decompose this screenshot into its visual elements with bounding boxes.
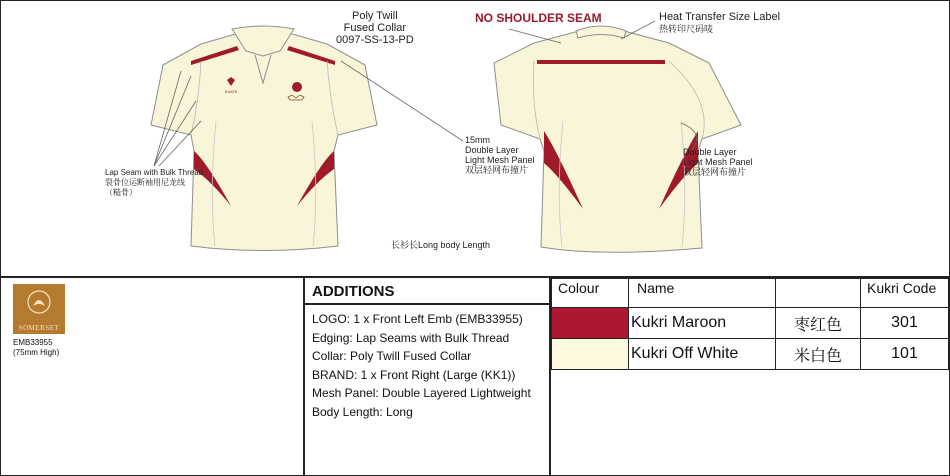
front-mesh-label-cn: 双层轻网布撞片	[465, 165, 529, 175]
addition-item: LOGO: 1 x Front Left Emb (EMB33955)	[312, 312, 523, 326]
heat-transfer-label-en: Heat Transfer Size Label	[659, 11, 781, 23]
front-shirt-body	[151, 31, 377, 251]
back-mesh-label	[683, 147, 753, 177]
colour-panel	[551, 278, 949, 475]
back-mesh-label-line-2: Light Mesh Panel	[683, 157, 753, 167]
spec-panels	[1, 278, 949, 475]
collar-spec-line-1: Poly Twill	[352, 10, 398, 22]
colour-table-header	[552, 279, 949, 308]
addition-item: Body Length: Long	[312, 404, 413, 419]
colour-swatch	[552, 339, 628, 369]
addition-item: Edging: Lap Seams with Bulk Thread	[312, 330, 510, 345]
colour-name: Kukri Maroon	[629, 308, 776, 339]
lap-seam-label-cn: 裂骨位运断袖用尼龙线	[105, 178, 185, 187]
heat-transfer-label-cn: 热转印尺码唛	[659, 24, 714, 34]
colour-name: Kukri Off White	[629, 339, 776, 370]
additions-panel	[305, 278, 551, 475]
somerset-emblem-logo	[13, 284, 65, 334]
additions-list	[312, 310, 549, 421]
front-mesh-label-size: 15mm	[465, 135, 491, 145]
emblem-code	[13, 338, 59, 358]
addition-item: Mesh Panel: Double Layered Lightweight	[312, 386, 531, 400]
back-mesh-label-line-1: Double Layer	[683, 147, 737, 157]
front-brand-label: KUKRI	[224, 89, 238, 94]
colour-name-cn: 枣红色	[776, 308, 861, 339]
body-length-label: 长衫长Long body Length	[391, 240, 491, 250]
emblem-name: SOMERSET	[18, 324, 60, 332]
addition-item: Collar: Poly Twill Fused Collar	[312, 349, 472, 363]
back-yoke-trim	[537, 60, 665, 64]
lap-seam-label	[105, 168, 203, 198]
header-name: Name	[637, 280, 675, 296]
colour-name-cn: 米白色	[776, 339, 861, 370]
table-row	[552, 339, 949, 370]
emblem-code-number: EMB33955	[13, 338, 53, 347]
lap-seam-label-note: （糙骨）	[105, 188, 137, 197]
heat-transfer-label	[659, 11, 780, 35]
header-kukri-code: Kukri Code	[867, 280, 937, 296]
colour-code: 101	[861, 339, 949, 370]
front-mesh-label	[465, 135, 535, 175]
collar-spec-line-2: Fused Collar	[343, 22, 406, 34]
table-row	[552, 308, 949, 339]
front-mesh-label-line-2: Light Mesh Panel	[465, 155, 535, 165]
collar-spec-line-3: 0097-SS-13-PD	[336, 34, 414, 46]
header-colour: Colour	[558, 280, 600, 296]
back-mesh-label-cn: 双层轻网布撞片	[683, 167, 747, 177]
emblem-panel	[1, 278, 305, 475]
collar-spec-label	[336, 10, 414, 46]
colour-swatch	[552, 308, 628, 338]
no-shoulder-seam-label: NO SHOULDER SEAM	[475, 11, 602, 25]
additions-title: ADDITIONS	[305, 278, 549, 305]
lap-seam-label-en: Lap Seam with Bulk Thread	[105, 168, 204, 177]
header-blank	[776, 279, 860, 280]
colour-table	[551, 278, 949, 370]
artwork-panel	[1, 1, 949, 278]
emblem-crest-icon	[13, 284, 65, 324]
emblem-size: (75mm High)	[13, 348, 60, 357]
colour-code: 301	[861, 308, 949, 339]
front-mesh-label-line-1: Double Layer	[465, 145, 519, 155]
addition-item: BRAND: 1 x Front Right (Large (KK1))	[312, 367, 516, 382]
